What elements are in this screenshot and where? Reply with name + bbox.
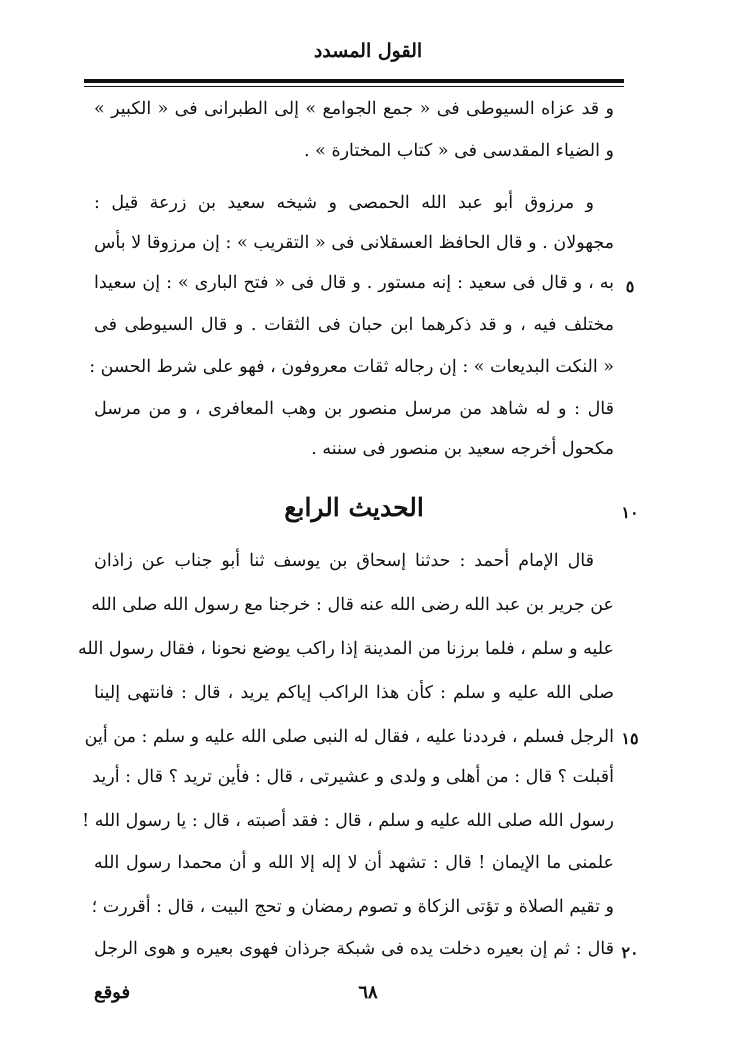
text-line: قال : و له شاهد من مرسل منصور بن وهب المعافرى ، و من مرسل [94,399,614,419]
header-rule-thin [84,86,624,87]
text-line: قال الإمام أحمد : حدثنا إسحاق بن يوسف ثنا أبو جناب عن زاذان [94,551,594,571]
text-line: مجهولان . و قال الحافظ العسقلانى فى « التقريب » : إن مرزوقا لا بأس [94,233,614,253]
section-heading: الحديث الرابع [284,493,424,522]
text-line: به ، و قال فى سعيد : إنه مستور . و قال فى « فتح البارى » : إن سعيدا [94,273,614,293]
text-line: و مرزوق أبو عبد الله الحمصى و شيخه سعيد بن زرعة قيل : [94,193,594,213]
text-line: مختلف فيه ، و قد ذكرهما ابن حبان فى الثقات . و قال السيوطى فى [94,315,614,335]
margin-line-number: ١٥ [621,729,639,748]
text-line: مكحول أخرجه سعيد بن منصور فى سننه . [311,439,614,459]
text-line: و تقيم الصلاة و تؤتى الزكاة و تصوم رمضان و تحج البيت ، قال : أقررت ؛ [91,897,614,917]
text-line: « النكت البديعات » : إن رجاله ثقات معروفون ، فهو على شرط الحسن : [89,357,614,377]
text-line: و الضياء المقدسى فى « كتاب المختارة » . [304,141,614,161]
text-line: صلى الله عليه و سلم : كأن هذا الراكب إياكم يريد ، قال : فانتهى إلينا [94,683,614,703]
catchword: فوقع [94,982,131,1003]
text-line: عن جرير بن عبد الله رضى الله عنه قال : خرجنا مع رسول الله صلى الله [91,595,614,615]
margin-line-number: ١٠ [621,503,639,522]
margin-line-number: ٢٠ [621,943,639,962]
text-line: و قد عزاه السيوطى فى « جمع الجوامع » إلى الطبرانى فى « الكبير » [94,99,614,119]
header-rule-thick [84,79,624,83]
text-line: علمنى ما الإيمان ! قال : تشهد أن لا إله إلا الله و أن محمدا رسول الله [94,853,614,873]
text-line: رسول الله صلى الله عليه و سلم ، قال : فقد أصبته ، قال : يا رسول الله ! [82,811,614,831]
text-line: أقبلت ؟ قال : من أهلى و ولدى و عشيرتى ، قال : فأين تريد ؟ قال : أريد [92,767,614,787]
running-head: القول المسدد [313,40,423,62]
margin-line-number: ٥ [625,277,635,296]
text-line: الرجل فسلم ، فرددنا عليه ، فقال له النبى صلى الله عليه و سلم : من أين [84,727,614,747]
page-number: ٦٨ [358,982,378,1003]
text-line: قال : ثم إن بعيره دخلت يده فى شبكة جرذان فهوى بعيره و هوى الرجل [94,939,614,959]
text-line: عليه و سلم ، فلما برزنا من المدينة إذا راكب يوضع نحونا ، فقال رسول الله [77,639,614,659]
